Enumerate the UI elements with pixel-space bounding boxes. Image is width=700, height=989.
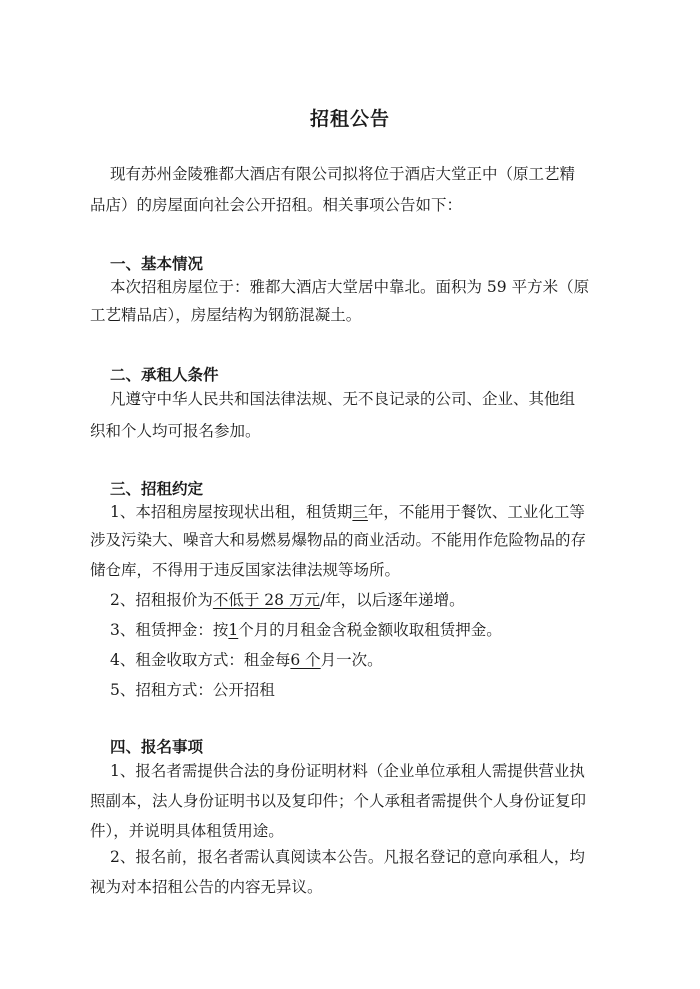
section-4-item-1-line-1: 1、报名者需提供合法的身份证明材料（企业单位承租人需提供营业执 bbox=[110, 762, 585, 780]
intro-line-1: 现有苏州金陵雅都大酒店有限公司拟将位于酒店大堂正中（原工艺精 bbox=[110, 165, 576, 183]
section-1-heading: 一、基本情况 bbox=[110, 255, 204, 273]
section-1-line-2: 工艺精品店），房屋结构为钢筋混凝土。 bbox=[90, 306, 362, 324]
deposit-months-value: 1 bbox=[228, 621, 239, 639]
item-2-text-pre: 2、招租报价为 bbox=[110, 591, 213, 609]
item-3-text-pre: 3、租赁押金：按 bbox=[110, 621, 229, 639]
section-3-item-1-line-2: 涉及污染大、噪音大和易燃易爆物品的商业活动。不能用作危险物品的存 bbox=[90, 531, 587, 549]
page-title: 招租公告 bbox=[309, 108, 390, 130]
intro-line-2: 品店）的房屋面向社会公开招租。相关事项公告如下： bbox=[90, 196, 463, 214]
section-2-line-2: 织和个人均可报名参加。 bbox=[90, 422, 261, 440]
item-3-text-post: 个月的月租金含税金额收取租赁押金。 bbox=[238, 621, 502, 639]
price-value: 不低于 28 万元 bbox=[212, 591, 320, 609]
section-3-item-2 bbox=[110, 590, 670, 610]
section-4-item-1-line-3: 件），并说明具体租赁用途。 bbox=[90, 822, 284, 840]
item-1-text-post: 年，不能用于餐饮、工业化工等 bbox=[367, 503, 585, 521]
item-4-text-pre: 4、租金收取方式：租金每 bbox=[110, 651, 291, 669]
section-3-item-1-line-3: 储仓库，不得用于违反国家法律法规等场所。 bbox=[90, 561, 401, 579]
item-4-text-post: 月一次。 bbox=[320, 651, 383, 669]
section-3-item-5: 5、招租方式：公开招租 bbox=[110, 681, 275, 699]
section-3-item-3 bbox=[110, 620, 670, 640]
section-1-line-1: 本次招租房屋位于：雅都大酒店大堂居中靠北。面积为 59 平方米（原 bbox=[110, 278, 590, 296]
section-4-item-1-line-2: 照副本，法人身份证明书以及复印件；个人承租者需提供个人身份证复印 bbox=[90, 792, 587, 810]
payment-interval-value: 6 个 bbox=[290, 651, 321, 669]
section-3-item-4 bbox=[110, 650, 670, 670]
section-3-item-1-line-1 bbox=[110, 502, 670, 522]
item-1-text-pre: 1、本招租房屋按现状出租，租赁期 bbox=[110, 503, 353, 521]
section-4-item-2-line-2: 视为对本招租公告的内容无异议。 bbox=[90, 878, 323, 896]
section-4-heading: 四、报名事项 bbox=[110, 738, 204, 756]
lease-term-value: 三 bbox=[352, 503, 368, 521]
section-2-heading: 二、承租人条件 bbox=[110, 366, 219, 384]
section-4-item-2-line-1: 2、报名前，报名者需认真阅读本公告。凡报名登记的意向承租人，均 bbox=[110, 848, 585, 866]
section-3-heading: 三、招租约定 bbox=[110, 480, 204, 498]
section-2-line-1: 凡遵守中华人民共和国法律法规、无不良记录的公司、企业、其他组 bbox=[110, 390, 576, 408]
item-2-text-post: /年，以后逐年递增。 bbox=[319, 591, 465, 609]
